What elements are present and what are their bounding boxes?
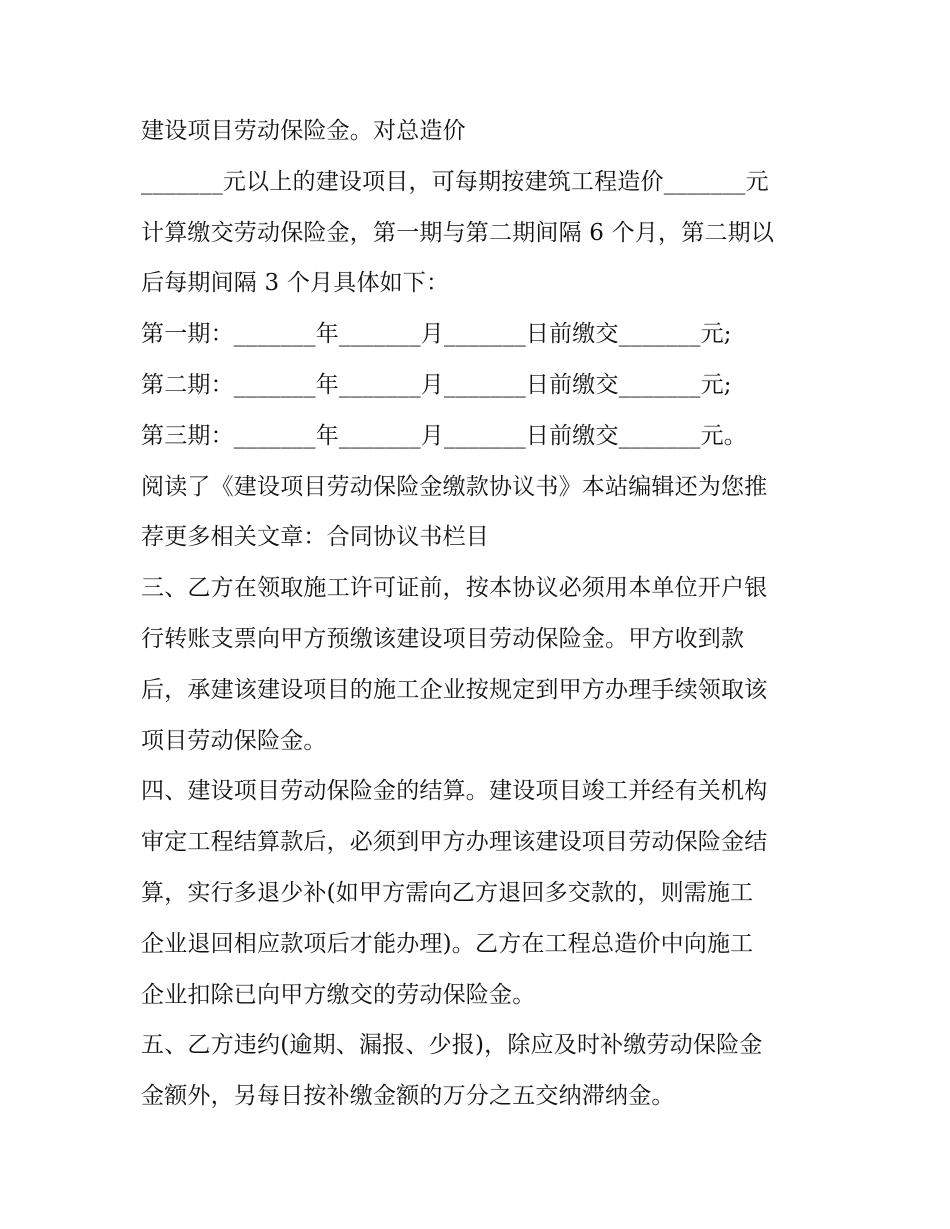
text-line: 阅读了《建设项目劳动保险金缴款协议书》本站编辑还为您推 <box>141 473 768 500</box>
clause-three-line: 项目劳动保险金。 <box>141 727 327 754</box>
clause-three-line: 后，承建该建设项目的施工企业按规定到甲方办理手续领取该 <box>141 676 768 703</box>
payment-schedule-line-1: 第一期：_______年_______月_______日前缴交_______元; <box>141 321 732 348</box>
clause-four-line: 企业退回相应款项后才能办理)。乙方在工程总造价中向施工 <box>141 930 754 957</box>
payment-schedule-line-3: 第三期：_______年_______月_______日前缴交_______元。 <box>141 422 747 449</box>
clause-four-line: 算，实行多退少补(如甲方需向乙方退回多交款的，则需施工 <box>141 879 754 906</box>
document-body <box>141 106 821 1122</box>
payment-schedule-line-2: 第二期：_______年_______月_______日前缴交_______元; <box>141 371 732 398</box>
clause-three-line: 行转账支票向甲方预缴该建设项目劳动保险金。甲方收到款 <box>141 625 745 652</box>
text-line: 后每期间隔 3 个月具体如下： <box>141 270 450 297</box>
text-line: 计算缴交劳动保险金，第一期与第二期间隔 6 个月，第二期以 <box>141 219 775 246</box>
clause-four-line: 审定工程结算款后，必须到甲方办理该建设项目劳动保险金结 <box>141 829 768 856</box>
text-line: 荐更多相关文章：合同协议书栏目 <box>141 524 489 551</box>
clause-five-line: 金额外，另每日按补缴金额的万分之五交纳滞纳金。 <box>141 1083 675 1110</box>
text-line: _______元以上的建设项目，可每期按建筑工程造价_______元 <box>141 168 769 195</box>
clause-four-line: 企业扣除已向甲方缴交的劳动保险金。 <box>141 981 536 1008</box>
text-line: 建设项目劳动保险金。对总造价 <box>141 118 466 144</box>
clause-four-line: 四、建设项目劳动保险金的结算。建设项目竣工并经有关机构 <box>141 778 768 805</box>
clause-three-line: 三、乙方在领取施工许可证前，按本协议必须用本单位开户银 <box>141 575 768 602</box>
clause-five-line: 五、乙方违约(逾期、漏报、少报)，除应及时补缴劳动保险金 <box>141 1032 763 1059</box>
